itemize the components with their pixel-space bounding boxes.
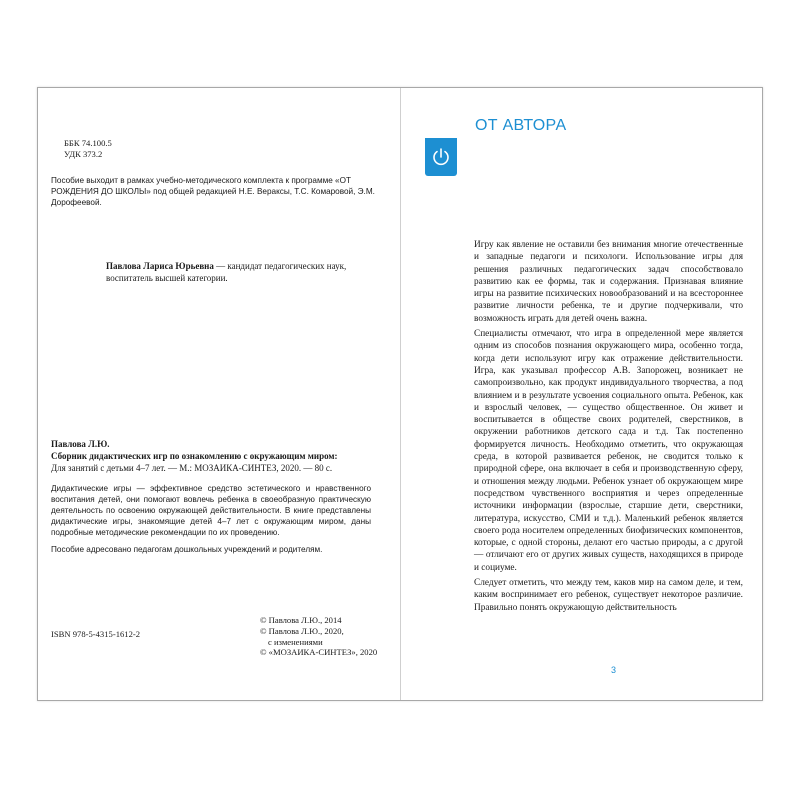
biblio-title: Сборник дидактических игр по ознакомлению с окружающим миром: bbox=[51, 451, 338, 461]
copyright-line: с изменениями bbox=[268, 636, 323, 647]
left-page bbox=[38, 88, 400, 700]
biblio-details: Для занятий с детьми 4–7 лет. — М.: МОЗАИКА-СИНТЕЗ, 2020. — 80 с. bbox=[51, 463, 333, 473]
biblio-author: Павлова Л.Ю. bbox=[51, 439, 110, 449]
copyright-line: © Павлова Л.Ю., 2014 bbox=[260, 615, 342, 625]
classification-codes bbox=[64, 138, 112, 160]
author-name: Павлова Лариса Юрьевна bbox=[106, 261, 214, 271]
paragraph: Игру как явление не оставили без внимания многие отечественные и западные педагоги и психологи. Использование игры для решения различных педагогических задач способствовало развитию как ее формы, так и содержания. Признавая влияние игры на развитие психических новообразований и на всестороннее развитие личности ребенка, те и другие подчеркивали, что возможность играть для детей очень важна. bbox=[474, 240, 743, 324]
bibliographic-record bbox=[51, 438, 386, 474]
book-spread bbox=[37, 87, 763, 701]
chapter-icon-box bbox=[425, 138, 457, 176]
isbn: ISBN 978-5-4315-1612-2 bbox=[51, 629, 141, 639]
bbk-code: ББК 74.100.5 bbox=[64, 138, 112, 148]
annotation: Дидактические игры — эффективное средство эстетического и нравственного воспитания детей, они помогают вовлечь ребенка в своеобразную практическую деятельность по освоению окружающей действительности. В книге представлены дидактические игры, знакомящие детей 4–7 лет с окружающим миром, даны подробные методические рекомендации по их проведению. bbox=[51, 484, 371, 537]
right-page bbox=[401, 88, 764, 700]
copyright-block bbox=[260, 615, 377, 658]
chapter-heading: ОТ АВТОРА bbox=[475, 117, 567, 134]
power-icon bbox=[431, 147, 451, 167]
paragraph: Следует отметить, что между тем, каков мир на самом деле, и тем, каким воспринимает его ребенок, существует некоторое различие. Правильно понять окружающую действительность bbox=[474, 578, 743, 613]
udk-code: УДК 373.2 bbox=[64, 149, 103, 159]
paragraph: Специалисты отмечают, что игра в определенной мере является одним из способов познания окружающего мира, особенно тогда, когда дети используют игру как отражение действительности. Игра, как указывал профессор А.В. Запорожец, возникает не самопроизвольно, как продукт индивидуального творчества, а под влиянием и в результате усвоения социального опыта. Ребенок, как и взрослый человек, — существо общественное. Он живет и воспитывается в обществе своих родителей, сверстников, в окружении работников детского сада и т.д. Так постепенно формируется личность. Необходимо отметить, что окружающая среда, в которой развивается ребенок, не сводится только к природной сфере, она включает в себя и производственную сферу, и отношения между людьми. Ребенок узнает об окружающем мире посредством чувственного восприятия и через определенные источники информации (взрослые, старшие дети, сверстники, литература, искусство, СМИ и т.д.). Маленький ребенок является своего рода носителем определенных биофизических компонентов, которые, с одной стороны, делают его частью природы, а с другой — отличают его от других живых существ, находящихся в природе и социуме. bbox=[474, 329, 743, 573]
page-number: 3 bbox=[611, 665, 617, 675]
series-note: Пособие выходит в рамках учебно-методического комплекта к программе «ОТ РОЖДЕНИЯ ДО ШКОЛЫ» под общей редакцией Н.Е. Вераксы, Т.С. Комаровой, Э.М. Дорофеевой. bbox=[51, 176, 375, 207]
author-description: — кандидат педагогических наук, воспитатель высшей категории. bbox=[106, 261, 347, 283]
copyright-line: © Павлова Л.Ю., 2020, bbox=[260, 625, 344, 636]
body-text bbox=[474, 239, 743, 617]
audience-note: Пособие адресовано педагогам дошкольных учреждений и родителям. bbox=[51, 545, 323, 554]
author-info bbox=[106, 260, 386, 284]
copyright-line: © «МОЗАИКА-СИНТЕЗ», 2020 bbox=[260, 647, 378, 658]
